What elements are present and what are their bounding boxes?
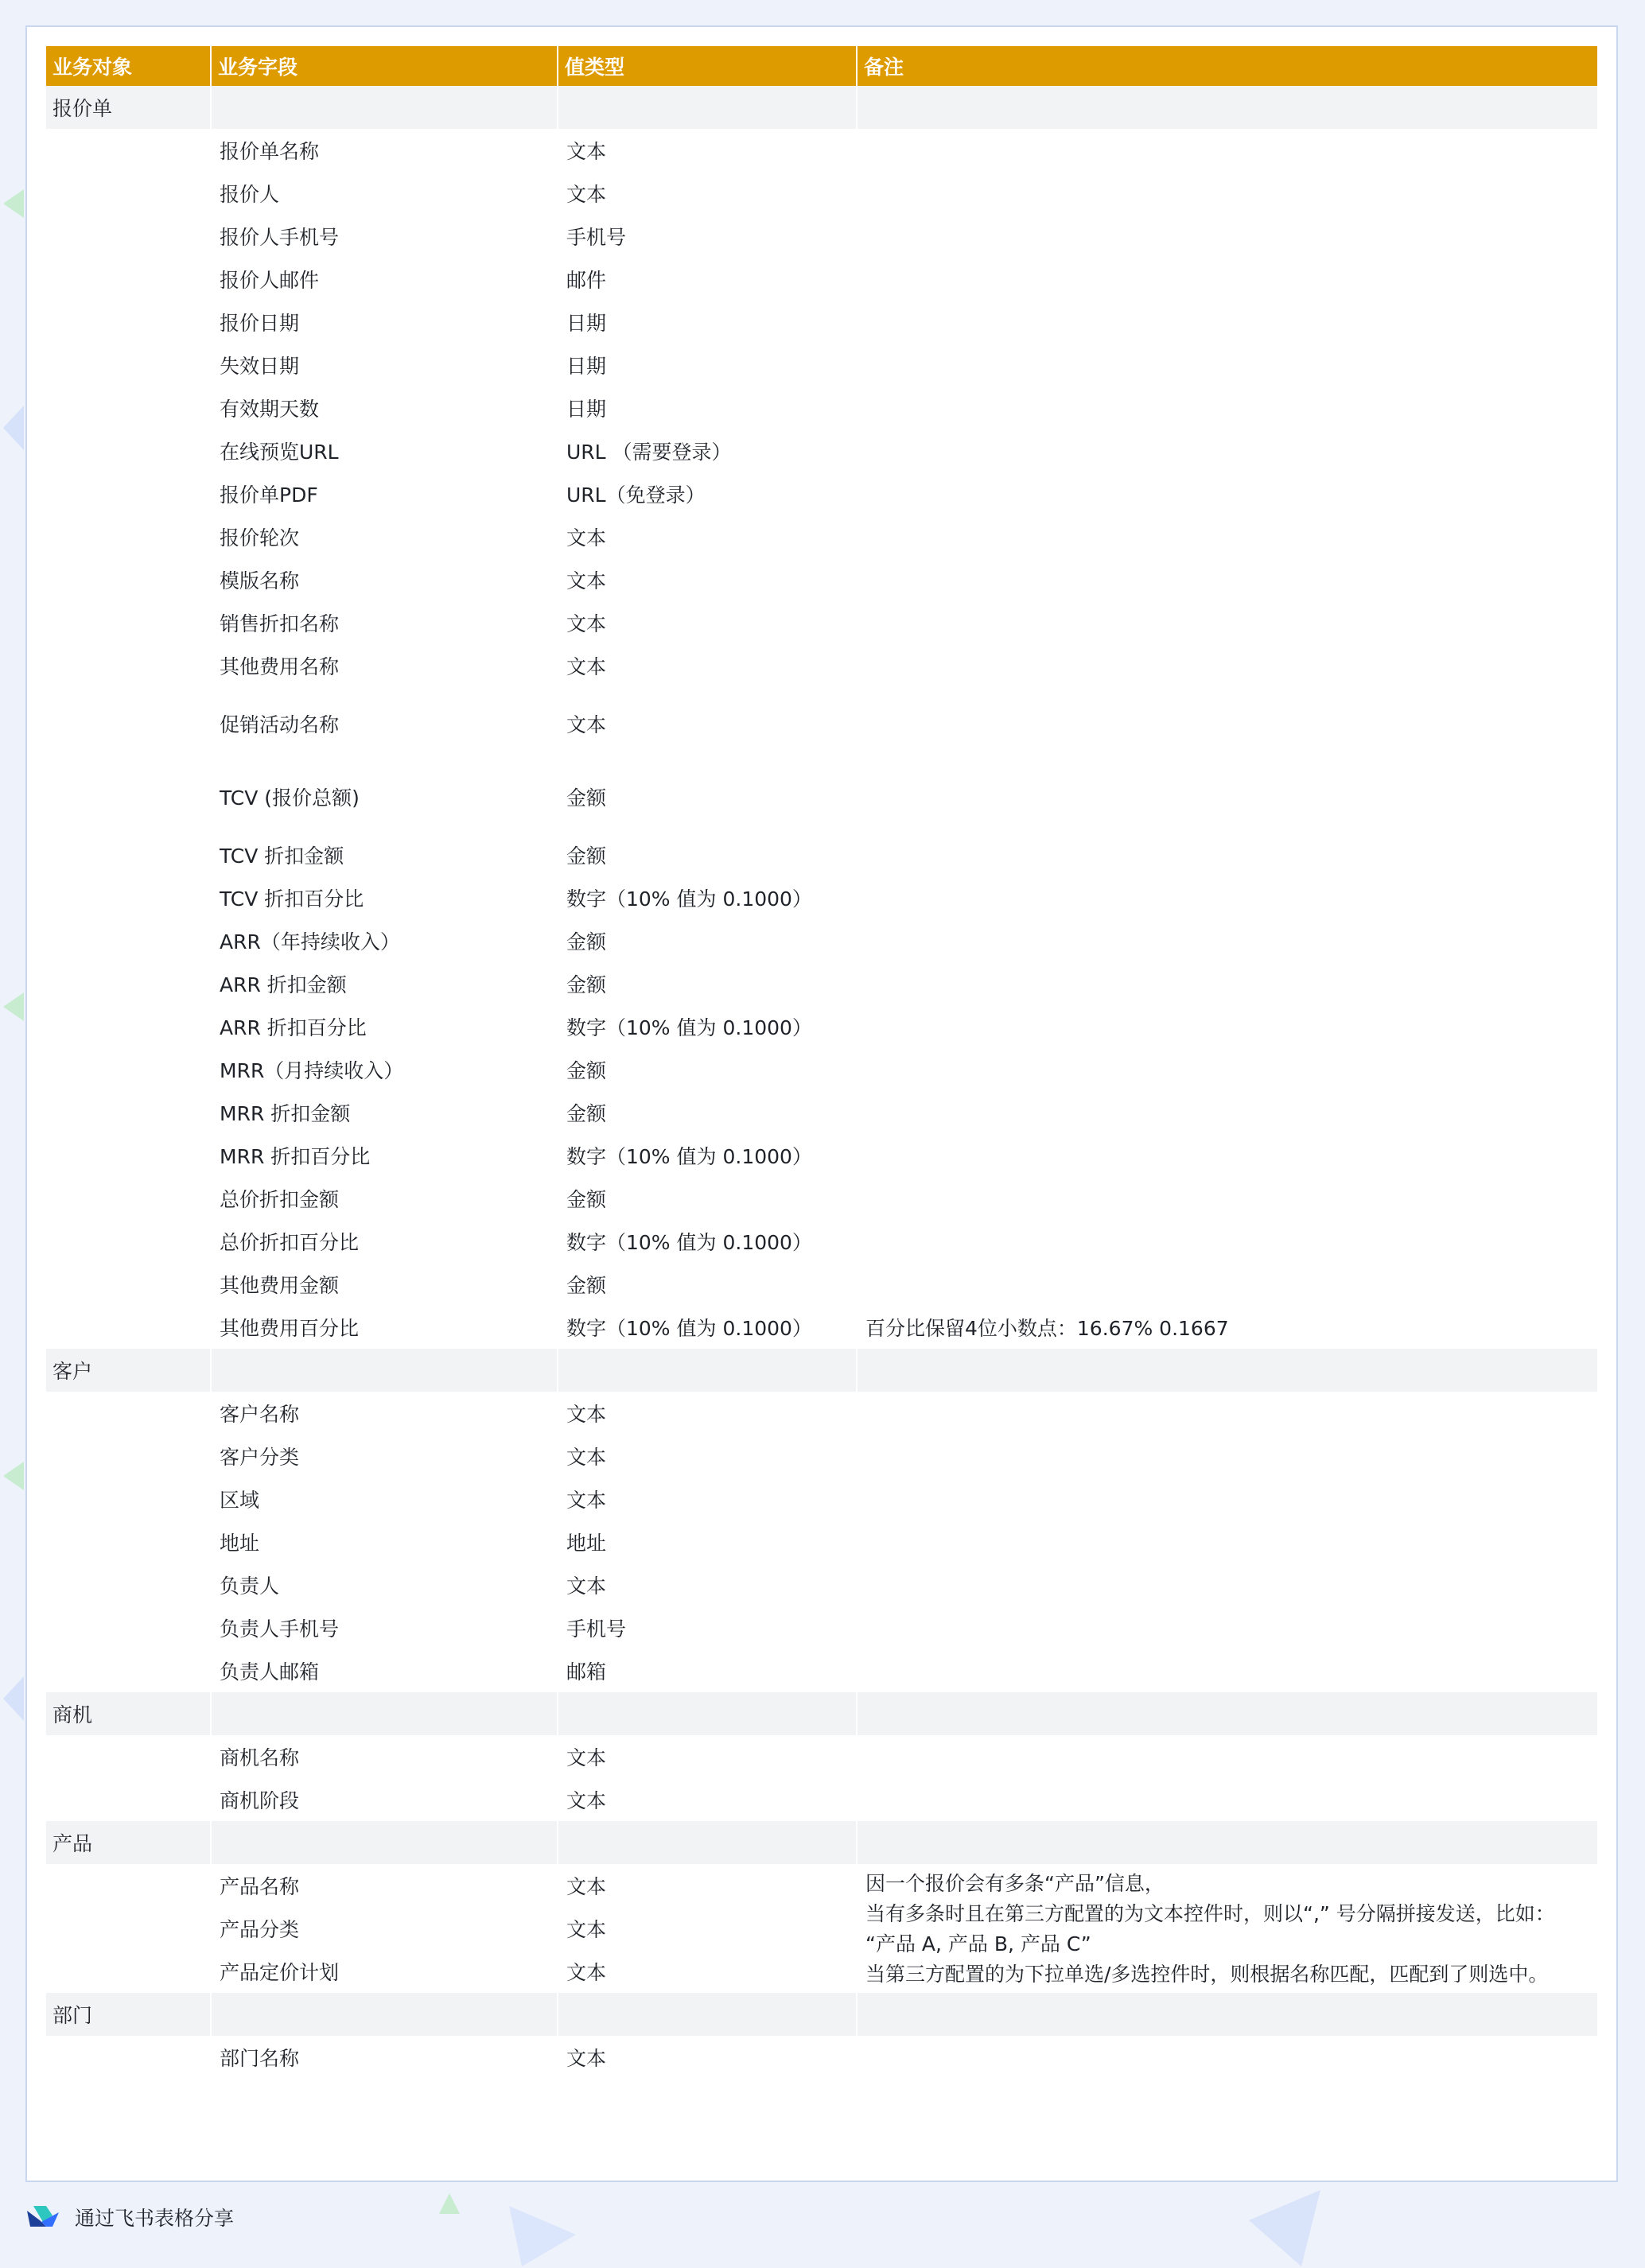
type-cell[interactable]: 金额: [558, 1263, 858, 1306]
remark-cell[interactable]: [858, 386, 1599, 429]
empty-cell[interactable]: [46, 1649, 212, 1692]
group-object-cell[interactable]: 客户: [46, 1349, 212, 1392]
remark-cell[interactable]: [858, 1563, 1599, 1606]
table-row: [46, 1478, 1599, 1520]
type-cell[interactable]: 文本: [558, 644, 858, 687]
field-cell[interactable]: 区域: [212, 1478, 558, 1520]
remark-cell[interactable]: [858, 344, 1599, 386]
table-row: [46, 1220, 1599, 1263]
remark-cell[interactable]: [858, 1263, 1599, 1306]
empty-cell[interactable]: [46, 1778, 212, 1821]
empty-cell[interactable]: [46, 1735, 212, 1778]
empty-cell[interactable]: [212, 1692, 558, 1735]
empty-cell[interactable]: [558, 1692, 858, 1735]
type-cell[interactable]: 文本: [558, 558, 858, 601]
type-cell[interactable]: 金额: [558, 1177, 858, 1220]
table-row: [46, 472, 1599, 515]
empty-cell[interactable]: [212, 1349, 558, 1392]
remark-cell[interactable]: [858, 760, 1599, 833]
type-cell[interactable]: 文本: [558, 1864, 858, 1907]
field-cell[interactable]: 总价折扣金额: [212, 1177, 558, 1220]
type-cell[interactable]: 日期: [558, 301, 858, 344]
background-decoration-blue-1: [0, 404, 27, 452]
empty-cell[interactable]: [858, 1993, 1599, 2036]
remark-cell[interactable]: [858, 129, 1599, 172]
field-cell[interactable]: 产品名称: [212, 1864, 558, 1907]
table-row: [46, 344, 1599, 386]
type-cell[interactable]: 金额: [558, 760, 858, 833]
type-cell[interactable]: 数字（10% 值为 0.1000）: [558, 1005, 858, 1048]
type-cell[interactable]: 文本: [558, 1435, 858, 1478]
table-row: [46, 687, 1599, 760]
type-cell[interactable]: 手机号: [558, 215, 858, 258]
group-object-cell[interactable]: 报价单: [46, 86, 212, 129]
empty-cell[interactable]: [858, 1821, 1599, 1864]
type-cell[interactable]: URL（免登录）: [558, 472, 858, 515]
type-cell[interactable]: 日期: [558, 344, 858, 386]
remark-cell[interactable]: [858, 1649, 1599, 1692]
table-row: [46, 429, 1599, 472]
remark-cell[interactable]: [858, 1735, 1599, 1778]
empty-cell[interactable]: [46, 1606, 212, 1649]
table-row: [46, 515, 1599, 558]
field-cell[interactable]: 负责人邮箱: [212, 1649, 558, 1692]
product-remark-line: “产品 A, 产品 B, 产品 C”: [865, 1932, 1091, 1955]
empty-cell[interactable]: [46, 429, 212, 472]
remark-cell[interactable]: [858, 1220, 1599, 1263]
remark-cell[interactable]: [858, 1778, 1599, 1821]
group-object-cell[interactable]: 部门: [46, 1993, 212, 2036]
empty-cell[interactable]: [46, 129, 212, 172]
field-cell[interactable]: 报价单名称: [212, 129, 558, 172]
empty-cell[interactable]: [46, 833, 212, 876]
remark-cell[interactable]: [858, 687, 1599, 760]
empty-cell[interactable]: [46, 1907, 212, 1950]
table-row: [46, 1435, 1599, 1478]
table-row: [46, 1735, 1599, 1778]
empty-cell[interactable]: [858, 1692, 1599, 1735]
table-row: [46, 1005, 1599, 1048]
type-cell[interactable]: 文本: [558, 1950, 858, 1993]
business-field-table: [46, 46, 1599, 2079]
feishu-logo-icon: [25, 2203, 60, 2231]
table-row: [46, 833, 1599, 876]
table-row: [46, 601, 1599, 644]
empty-cell[interactable]: [558, 1821, 858, 1864]
field-cell[interactable]: 客户分类: [212, 1435, 558, 1478]
empty-cell[interactable]: [46, 687, 212, 760]
remark-cell[interactable]: [858, 429, 1599, 472]
empty-cell[interactable]: [46, 2036, 212, 2079]
group-row-quote: [46, 86, 1599, 129]
field-cell[interactable]: 模版名称: [212, 558, 558, 601]
field-cell[interactable]: TCV 折扣金额: [212, 833, 558, 876]
remark-cell[interactable]: [858, 301, 1599, 344]
empty-cell[interactable]: [46, 344, 212, 386]
field-cell[interactable]: 报价人手机号: [212, 215, 558, 258]
empty-cell[interactable]: [558, 1993, 858, 2036]
type-cell[interactable]: 文本: [558, 172, 858, 215]
empty-cell[interactable]: [46, 1134, 212, 1177]
empty-cell[interactable]: [46, 215, 212, 258]
field-cell[interactable]: ARR 折扣金额: [212, 962, 558, 1005]
remark-cell[interactable]: [858, 1520, 1599, 1563]
empty-cell[interactable]: [46, 1478, 212, 1520]
type-cell[interactable]: 文本: [558, 1907, 858, 1950]
empty-cell[interactable]: [46, 876, 212, 919]
empty-cell[interactable]: [558, 86, 858, 129]
table-row: [46, 1177, 1599, 1220]
group-row-department: [46, 1993, 1599, 2036]
header-business-field[interactable]: 业务字段: [212, 46, 558, 86]
empty-cell[interactable]: [858, 1349, 1599, 1392]
type-cell[interactable]: 数字（10% 值为 0.1000）: [558, 1134, 858, 1177]
product-remark-line: 当第三方配置的为下拉单选/多选控件时，则根据名称匹配，匹配到了则选中。: [865, 1963, 1549, 1986]
field-cell[interactable]: 报价单PDF: [212, 472, 558, 515]
remark-cell[interactable]: [858, 1005, 1599, 1048]
remark-cell[interactable]: [858, 258, 1599, 301]
field-cell[interactable]: MRR 折扣金额: [212, 1091, 558, 1134]
table-row: [46, 1392, 1599, 1435]
empty-cell[interactable]: [858, 86, 1599, 129]
empty-cell[interactable]: [46, 601, 212, 644]
table-row: [46, 760, 1599, 833]
field-cell[interactable]: 客户名称: [212, 1392, 558, 1435]
empty-cell[interactable]: [46, 301, 212, 344]
background-decoration-blue-3: [506, 2203, 579, 2268]
field-cell[interactable]: 部门名称: [212, 2036, 558, 2079]
table-header-row: [46, 46, 1599, 86]
table-row: [46, 962, 1599, 1005]
table-row: [46, 2036, 1599, 2079]
field-cell[interactable]: 报价人: [212, 172, 558, 215]
type-cell[interactable]: 文本: [558, 129, 858, 172]
product-remark-line: 因一个报价会有多条“产品”信息，: [865, 1872, 1165, 1895]
remark-cell[interactable]: [858, 1435, 1599, 1478]
table-row: [46, 1520, 1599, 1563]
field-cell[interactable]: TCV 折扣百分比: [212, 876, 558, 919]
remark-cell[interactable]: [858, 472, 1599, 515]
field-cell[interactable]: 促销活动名称: [212, 687, 558, 760]
field-cell[interactable]: 商机阶段: [212, 1778, 558, 1821]
field-cell[interactable]: 其他费用名称: [212, 644, 558, 687]
remark-cell[interactable]: [858, 1606, 1599, 1649]
remark-cell[interactable]: [858, 1177, 1599, 1220]
empty-cell[interactable]: [212, 1993, 558, 2036]
type-cell[interactable]: 邮箱: [558, 1649, 858, 1692]
type-cell[interactable]: 数字（10% 值为 0.1000）: [558, 876, 858, 919]
empty-cell[interactable]: [46, 1048, 212, 1091]
remark-cell[interactable]: [858, 1478, 1599, 1520]
type-cell[interactable]: 金额: [558, 1091, 858, 1134]
header-business-object[interactable]: 业务对象: [46, 46, 212, 86]
product-remark-line: 当有多条时且在第三方配置的为文本控件时，则以“,” 号分隔拼接发送，比如：: [865, 1902, 1555, 1925]
field-cell[interactable]: 地址: [212, 1520, 558, 1563]
type-cell[interactable]: 金额: [558, 833, 858, 876]
background-decoration-green-3: [0, 1460, 27, 1492]
empty-cell[interactable]: [46, 962, 212, 1005]
empty-cell[interactable]: [46, 258, 212, 301]
field-cell[interactable]: TCV (报价总额): [212, 760, 558, 833]
group-row-customer: [46, 1349, 1599, 1392]
group-row-product: [46, 1821, 1599, 1864]
remark-cell[interactable]: [858, 876, 1599, 919]
share-text: 通过飞书表格分享: [75, 2207, 235, 2230]
background-decoration-blue-4: [1246, 2188, 1324, 2268]
table-row: [46, 876, 1599, 919]
field-cell[interactable]: 报价日期: [212, 301, 558, 344]
empty-cell[interactable]: [212, 1821, 558, 1864]
empty-cell[interactable]: [46, 1392, 212, 1435]
empty-cell[interactable]: [46, 919, 212, 962]
empty-cell[interactable]: [46, 1177, 212, 1220]
remark-cell[interactable]: [858, 644, 1599, 687]
remark-cell[interactable]: [858, 1392, 1599, 1435]
field-cell[interactable]: 销售折扣名称: [212, 601, 558, 644]
empty-cell[interactable]: [46, 760, 212, 833]
table-row: [46, 919, 1599, 962]
empty-cell[interactable]: [46, 1563, 212, 1606]
type-cell[interactable]: 文本: [558, 515, 858, 558]
empty-cell[interactable]: [46, 1306, 212, 1349]
remark-cell[interactable]: [858, 215, 1599, 258]
table-row: [46, 129, 1599, 172]
field-cell[interactable]: 报价人邮件: [212, 258, 558, 301]
type-cell[interactable]: 文本: [558, 1778, 858, 1821]
remark-cell[interactable]: [858, 962, 1599, 1005]
remark-cell[interactable]: [858, 1048, 1599, 1091]
type-cell[interactable]: 文本: [558, 1563, 858, 1606]
field-cell[interactable]: 其他费用金额: [212, 1263, 558, 1306]
type-cell[interactable]: 文本: [558, 601, 858, 644]
field-cell[interactable]: 其他费用百分比: [212, 1306, 558, 1349]
table-row: [46, 1091, 1599, 1134]
table-row: [46, 1306, 1599, 1349]
empty-cell[interactable]: [46, 1091, 212, 1134]
type-cell[interactable]: 手机号: [558, 1606, 858, 1649]
empty-cell[interactable]: [558, 1349, 858, 1392]
group-object-cell[interactable]: 产品: [46, 1821, 212, 1864]
field-cell[interactable]: ARR 折扣百分比: [212, 1005, 558, 1048]
header-value-type[interactable]: 值类型: [558, 46, 858, 86]
field-cell[interactable]: 有效期天数: [212, 386, 558, 429]
field-cell[interactable]: MRR（月持续收入）: [212, 1048, 558, 1091]
type-cell[interactable]: 文本: [558, 1392, 858, 1435]
type-cell[interactable]: 文本: [558, 687, 858, 760]
table-row: [46, 1864, 1599, 1907]
header-remark[interactable]: 备注: [858, 46, 1599, 86]
empty-cell[interactable]: [212, 86, 558, 129]
type-cell[interactable]: URL （需要登录）: [558, 429, 858, 472]
table-row: [46, 386, 1599, 429]
field-cell[interactable]: 总价折扣百分比: [212, 1220, 558, 1263]
remark-cell[interactable]: [858, 172, 1599, 215]
type-cell[interactable]: 文本: [558, 2036, 858, 2079]
remark-cell[interactable]: [858, 919, 1599, 962]
type-cell[interactable]: 地址: [558, 1520, 858, 1563]
field-cell[interactable]: MRR 折扣百分比: [212, 1134, 558, 1177]
field-cell[interactable]: 失效日期: [212, 344, 558, 386]
empty-cell[interactable]: [46, 1263, 212, 1306]
empty-cell[interactable]: [46, 172, 212, 215]
field-cell[interactable]: 负责人: [212, 1563, 558, 1606]
empty-cell[interactable]: [46, 472, 212, 515]
remark-cell[interactable]: [858, 2036, 1599, 2079]
table-row: [46, 644, 1599, 687]
field-cell[interactable]: 商机名称: [212, 1735, 558, 1778]
background-decoration-green-1: [0, 188, 27, 219]
type-cell[interactable]: 数字（10% 值为 0.1000）: [558, 1220, 858, 1263]
type-cell[interactable]: 金额: [558, 962, 858, 1005]
empty-cell[interactable]: [46, 1864, 212, 1907]
table-row: [46, 1134, 1599, 1177]
table-row: [46, 258, 1599, 301]
remark-cell[interactable]: [858, 558, 1599, 601]
remark-cell[interactable]: [858, 1091, 1599, 1134]
background-decoration-blue-2: [0, 1675, 27, 1722]
type-cell[interactable]: 金额: [558, 919, 858, 962]
table-row: [46, 558, 1599, 601]
type-cell[interactable]: 数字（10% 值为 0.1000）: [558, 1306, 858, 1349]
table-row: [46, 1048, 1599, 1091]
empty-cell[interactable]: [46, 1520, 212, 1563]
empty-cell[interactable]: [46, 515, 212, 558]
type-cell[interactable]: 邮件: [558, 258, 858, 301]
group-row-opportunity: [46, 1692, 1599, 1735]
product-remark-cell[interactable]: [858, 1864, 1599, 1993]
remark-cell[interactable]: [858, 601, 1599, 644]
spreadsheet-panel: [25, 25, 1618, 2182]
table-row: [46, 1606, 1599, 1649]
background-decoration-green-4: [438, 2192, 461, 2216]
remark-cell[interactable]: 百分比保留4位小数点：16.67% 0.1667: [858, 1306, 1599, 1349]
table-row: [46, 215, 1599, 258]
type-cell[interactable]: 日期: [558, 386, 858, 429]
background-decoration-green-2: [0, 991, 27, 1023]
table-row: [46, 301, 1599, 344]
table-row: [46, 1649, 1599, 1692]
remark-cell[interactable]: [858, 515, 1599, 558]
share-footer: [25, 2203, 234, 2231]
field-cell[interactable]: 负责人手机号: [212, 1606, 558, 1649]
type-cell[interactable]: 文本: [558, 1478, 858, 1520]
field-cell[interactable]: 在线预览URL: [212, 429, 558, 472]
group-object-cell[interactable]: 商机: [46, 1692, 212, 1735]
empty-cell[interactable]: [46, 386, 212, 429]
empty-cell[interactable]: [46, 1435, 212, 1478]
table-row: [46, 1263, 1599, 1306]
table-row: [46, 172, 1599, 215]
empty-cell[interactable]: [46, 644, 212, 687]
type-cell[interactable]: 金额: [558, 1048, 858, 1091]
remark-cell[interactable]: [858, 1134, 1599, 1177]
field-cell[interactable]: 产品分类: [212, 1907, 558, 1950]
empty-cell[interactable]: [46, 1220, 212, 1263]
remark-cell[interactable]: [858, 833, 1599, 876]
empty-cell[interactable]: [46, 558, 212, 601]
field-cell[interactable]: 产品定价计划: [212, 1950, 558, 1993]
empty-cell[interactable]: [46, 1005, 212, 1048]
field-cell[interactable]: ARR（年持续收入）: [212, 919, 558, 962]
type-cell[interactable]: 文本: [558, 1735, 858, 1778]
empty-cell[interactable]: [46, 1950, 212, 1993]
table-row: [46, 1778, 1599, 1821]
table-row: [46, 1563, 1599, 1606]
field-cell[interactable]: 报价轮次: [212, 515, 558, 558]
